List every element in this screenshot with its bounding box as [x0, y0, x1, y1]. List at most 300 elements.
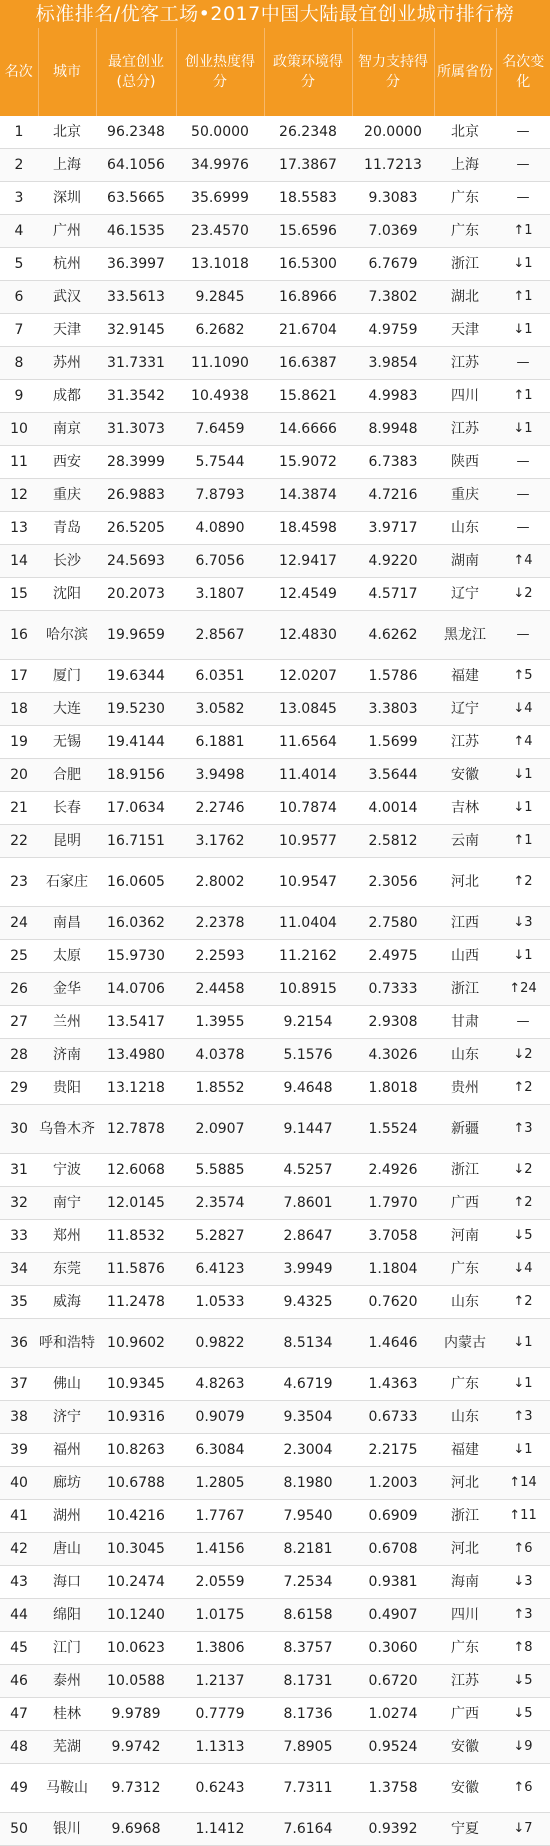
total-score-cell: 13.4980	[96, 1039, 176, 1072]
rank-change-cell: ↑6	[496, 1533, 550, 1566]
rank-change-cell: ↑1	[496, 281, 550, 314]
total-score-cell: 10.6788	[96, 1467, 176, 1500]
table-row	[0, 1599, 550, 1632]
rank-change-cell: ↑1	[496, 825, 550, 858]
total-score-cell: 64.1056	[96, 149, 176, 182]
province-cell: 河南	[434, 1220, 496, 1253]
rank-cell: 11	[0, 446, 38, 479]
talent-score-cell: 2.7580	[352, 907, 434, 940]
table-row	[0, 792, 550, 825]
city-cell: 济南	[38, 1039, 96, 1072]
city-cell: 昆明	[38, 825, 96, 858]
city-cell: 重庆	[38, 479, 96, 512]
header-talent-score: 智力支持得分	[352, 28, 434, 116]
heat-score-cell: 2.2378	[176, 907, 264, 940]
policy-score-cell: 10.9547	[264, 858, 352, 907]
heat-score-cell: 2.8567	[176, 611, 264, 660]
province-cell: 上海	[434, 149, 496, 182]
province-cell: 辽宁	[434, 693, 496, 726]
table-row	[0, 1533, 550, 1566]
table-row	[0, 281, 550, 314]
city-cell: 青岛	[38, 512, 96, 545]
talent-score-cell: 0.6720	[352, 1665, 434, 1698]
rank-change-cell: ↓5	[496, 1665, 550, 1698]
total-score-cell: 28.3999	[96, 446, 176, 479]
policy-score-cell: 16.5300	[264, 248, 352, 281]
policy-score-cell: 10.9577	[264, 825, 352, 858]
total-score-cell: 12.7878	[96, 1105, 176, 1154]
table-row	[0, 116, 550, 149]
rank-cell: 24	[0, 907, 38, 940]
total-score-cell: 19.4144	[96, 726, 176, 759]
rank-change-cell: ↓1	[496, 248, 550, 281]
heat-score-cell: 1.1313	[176, 1731, 264, 1764]
talent-score-cell: 1.5786	[352, 660, 434, 693]
total-score-cell: 10.9316	[96, 1401, 176, 1434]
talent-score-cell: 1.4363	[352, 1368, 434, 1401]
heat-score-cell: 4.0890	[176, 512, 264, 545]
rank-change-cell: —	[496, 149, 550, 182]
rank-cell: 44	[0, 1599, 38, 1632]
province-cell: 广东	[434, 1253, 496, 1286]
city-cell: 东莞	[38, 1253, 96, 1286]
table-row	[0, 907, 550, 940]
rank-cell: 1	[0, 116, 38, 149]
province-cell: 广东	[434, 1368, 496, 1401]
rank-cell: 3	[0, 182, 38, 215]
heat-score-cell: 5.7544	[176, 446, 264, 479]
city-cell: 海口	[38, 1566, 96, 1599]
rank-cell: 7	[0, 314, 38, 347]
table-row	[0, 1698, 550, 1731]
total-score-cell: 24.5693	[96, 545, 176, 578]
table-row	[0, 1072, 550, 1105]
province-cell: 山东	[434, 1039, 496, 1072]
rank-change-cell: ↓2	[496, 578, 550, 611]
city-cell: 北京	[38, 116, 96, 149]
heat-score-cell: 2.0907	[176, 1105, 264, 1154]
table-row	[0, 940, 550, 973]
city-cell: 石家庄	[38, 858, 96, 907]
rank-cell: 48	[0, 1731, 38, 1764]
talent-score-cell: 2.5812	[352, 825, 434, 858]
rank-cell: 16	[0, 611, 38, 660]
talent-score-cell: 0.6909	[352, 1500, 434, 1533]
city-cell: 长春	[38, 792, 96, 825]
province-cell: 河北	[434, 1533, 496, 1566]
talent-score-cell: 6.7383	[352, 446, 434, 479]
rank-change-cell: —	[496, 479, 550, 512]
heat-score-cell: 11.1090	[176, 347, 264, 380]
rank-change-cell: ↓1	[496, 792, 550, 825]
province-cell: 安徽	[434, 759, 496, 792]
talent-score-cell: 1.2003	[352, 1467, 434, 1500]
heat-score-cell: 0.9822	[176, 1319, 264, 1368]
province-cell: 湖南	[434, 545, 496, 578]
header-heat-score: 创业热度得分	[176, 28, 264, 116]
total-score-cell: 10.4216	[96, 1500, 176, 1533]
province-cell: 浙江	[434, 1154, 496, 1187]
rank-cell: 31	[0, 1154, 38, 1187]
header-province: 所属省份	[434, 28, 496, 116]
table-row	[0, 1434, 550, 1467]
rank-change-cell: ↑3	[496, 1105, 550, 1154]
talent-score-cell: 2.4975	[352, 940, 434, 973]
heat-score-cell: 1.2805	[176, 1467, 264, 1500]
rank-cell: 17	[0, 660, 38, 693]
talent-score-cell: 4.0014	[352, 792, 434, 825]
policy-score-cell: 3.9949	[264, 1253, 352, 1286]
total-score-cell: 33.5613	[96, 281, 176, 314]
table-row	[0, 1731, 550, 1764]
city-cell: 银川	[38, 1813, 96, 1846]
ranking-table	[0, 28, 550, 1846]
province-cell: 湖北	[434, 281, 496, 314]
heat-score-cell: 6.7056	[176, 545, 264, 578]
total-score-cell: 26.9883	[96, 479, 176, 512]
rank-cell: 50	[0, 1813, 38, 1846]
talent-score-cell: 0.6708	[352, 1533, 434, 1566]
city-cell: 广州	[38, 215, 96, 248]
table-row	[0, 182, 550, 215]
province-cell: 天津	[434, 314, 496, 347]
total-score-cell: 31.3073	[96, 413, 176, 446]
talent-score-cell: 1.0274	[352, 1698, 434, 1731]
total-score-cell: 20.2073	[96, 578, 176, 611]
city-cell: 沈阳	[38, 578, 96, 611]
rank-change-cell: —	[496, 182, 550, 215]
talent-score-cell: 3.7058	[352, 1220, 434, 1253]
policy-score-cell: 21.6704	[264, 314, 352, 347]
policy-score-cell: 16.6387	[264, 347, 352, 380]
talent-score-cell: 1.5699	[352, 726, 434, 759]
city-cell: 福州	[38, 1434, 96, 1467]
policy-score-cell: 10.7874	[264, 792, 352, 825]
policy-score-cell: 9.1447	[264, 1105, 352, 1154]
rank-change-cell: ↓1	[496, 1434, 550, 1467]
rank-change-cell: —	[496, 347, 550, 380]
city-cell: 大连	[38, 693, 96, 726]
province-cell: 广西	[434, 1187, 496, 1220]
rank-change-cell: ↓9	[496, 1731, 550, 1764]
rank-change-cell: ↓1	[496, 1368, 550, 1401]
talent-score-cell: 8.9948	[352, 413, 434, 446]
talent-score-cell: 4.9220	[352, 545, 434, 578]
total-score-cell: 10.2474	[96, 1566, 176, 1599]
rank-change-cell: ↑3	[496, 1599, 550, 1632]
talent-score-cell: 2.9308	[352, 1006, 434, 1039]
talent-score-cell: 4.6262	[352, 611, 434, 660]
table-row	[0, 314, 550, 347]
table-row	[0, 1500, 550, 1533]
rank-change-cell: ↓5	[496, 1698, 550, 1731]
total-score-cell: 15.9730	[96, 940, 176, 973]
rank-change-cell: —	[496, 1006, 550, 1039]
province-cell: 重庆	[434, 479, 496, 512]
rank-change-cell: ↓1	[496, 314, 550, 347]
policy-score-cell: 4.5257	[264, 1154, 352, 1187]
policy-score-cell: 2.8647	[264, 1220, 352, 1253]
heat-score-cell: 1.3806	[176, 1632, 264, 1665]
rank-cell: 46	[0, 1665, 38, 1698]
total-score-cell: 10.9345	[96, 1368, 176, 1401]
table-row	[0, 1006, 550, 1039]
total-score-cell: 12.0145	[96, 1187, 176, 1220]
policy-score-cell: 8.1736	[264, 1698, 352, 1731]
policy-score-cell: 12.4549	[264, 578, 352, 611]
rank-cell: 19	[0, 726, 38, 759]
total-score-cell: 12.6068	[96, 1154, 176, 1187]
heat-score-cell: 6.3084	[176, 1434, 264, 1467]
policy-score-cell: 18.5583	[264, 182, 352, 215]
total-score-cell: 31.3542	[96, 380, 176, 413]
city-cell: 无锡	[38, 726, 96, 759]
rank-cell: 38	[0, 1401, 38, 1434]
city-cell: 长沙	[38, 545, 96, 578]
total-score-cell: 10.0623	[96, 1632, 176, 1665]
rank-cell: 22	[0, 825, 38, 858]
total-score-cell: 19.6344	[96, 660, 176, 693]
rank-cell: 33	[0, 1220, 38, 1253]
table-row	[0, 446, 550, 479]
province-cell: 海南	[434, 1566, 496, 1599]
heat-score-cell: 6.4123	[176, 1253, 264, 1286]
rank-change-cell: ↑1	[496, 215, 550, 248]
province-cell: 江苏	[434, 347, 496, 380]
talent-score-cell: 3.3803	[352, 693, 434, 726]
talent-score-cell: 0.7333	[352, 973, 434, 1006]
total-score-cell: 32.9145	[96, 314, 176, 347]
talent-score-cell: 1.3758	[352, 1764, 434, 1813]
province-cell: 宁夏	[434, 1813, 496, 1846]
total-score-cell: 16.0605	[96, 858, 176, 907]
rank-cell: 32	[0, 1187, 38, 1220]
rank-cell: 5	[0, 248, 38, 281]
total-score-cell: 10.0588	[96, 1665, 176, 1698]
city-cell: 武汉	[38, 281, 96, 314]
rank-cell: 47	[0, 1698, 38, 1731]
table-body	[0, 116, 550, 1846]
rank-change-cell: ↑2	[496, 858, 550, 907]
province-cell: 浙江	[434, 973, 496, 1006]
city-cell: 佛山	[38, 1368, 96, 1401]
talent-score-cell: 0.7620	[352, 1286, 434, 1319]
policy-score-cell: 7.8601	[264, 1187, 352, 1220]
rank-change-cell: ↑6	[496, 1764, 550, 1813]
heat-score-cell: 1.2137	[176, 1665, 264, 1698]
province-cell: 云南	[434, 825, 496, 858]
table-row	[0, 1187, 550, 1220]
province-cell: 广西	[434, 1698, 496, 1731]
rank-cell: 45	[0, 1632, 38, 1665]
city-cell: 西安	[38, 446, 96, 479]
province-cell: 河北	[434, 1467, 496, 1500]
rank-change-cell: ↑8	[496, 1632, 550, 1665]
province-cell: 山东	[434, 512, 496, 545]
province-cell: 吉林	[434, 792, 496, 825]
total-score-cell: 11.5876	[96, 1253, 176, 1286]
rank-cell: 4	[0, 215, 38, 248]
province-cell: 北京	[434, 116, 496, 149]
total-score-cell: 10.9602	[96, 1319, 176, 1368]
table-row	[0, 825, 550, 858]
total-score-cell: 16.7151	[96, 825, 176, 858]
heat-score-cell: 4.0378	[176, 1039, 264, 1072]
total-score-cell: 9.7312	[96, 1764, 176, 1813]
province-cell: 江苏	[434, 1665, 496, 1698]
city-cell: 成都	[38, 380, 96, 413]
province-cell: 四川	[434, 380, 496, 413]
rank-cell: 23	[0, 858, 38, 907]
table-row	[0, 973, 550, 1006]
heat-score-cell: 2.3574	[176, 1187, 264, 1220]
rank-change-cell: ↓3	[496, 907, 550, 940]
total-score-cell: 17.0634	[96, 792, 176, 825]
policy-score-cell: 11.0404	[264, 907, 352, 940]
rank-change-cell: ↓2	[496, 1154, 550, 1187]
rank-cell: 21	[0, 792, 38, 825]
policy-score-cell: 7.2534	[264, 1566, 352, 1599]
policy-score-cell: 9.4325	[264, 1286, 352, 1319]
city-cell: 呼和浩特	[38, 1319, 96, 1368]
table-row	[0, 1319, 550, 1368]
province-cell: 黑龙江	[434, 611, 496, 660]
heat-score-cell: 3.1762	[176, 825, 264, 858]
rank-change-cell: ↓1	[496, 1319, 550, 1368]
policy-score-cell: 15.8621	[264, 380, 352, 413]
total-score-cell: 26.5205	[96, 512, 176, 545]
province-cell: 山东	[434, 1401, 496, 1434]
policy-score-cell: 18.4598	[264, 512, 352, 545]
heat-score-cell: 7.6459	[176, 413, 264, 446]
talent-score-cell: 4.9983	[352, 380, 434, 413]
talent-score-cell: 3.5644	[352, 759, 434, 792]
heat-score-cell: 2.2593	[176, 940, 264, 973]
rank-cell: 41	[0, 1500, 38, 1533]
heat-score-cell: 3.9498	[176, 759, 264, 792]
city-cell: 江门	[38, 1632, 96, 1665]
city-cell: 天津	[38, 314, 96, 347]
heat-score-cell: 1.1412	[176, 1813, 264, 1846]
policy-score-cell: 8.5134	[264, 1319, 352, 1368]
header-policy-score: 政策环境得分	[264, 28, 352, 116]
city-cell: 厦门	[38, 660, 96, 693]
province-cell: 河北	[434, 858, 496, 907]
rank-cell: 34	[0, 1253, 38, 1286]
rank-cell: 40	[0, 1467, 38, 1500]
talent-score-cell: 0.9392	[352, 1813, 434, 1846]
talent-score-cell: 11.7213	[352, 149, 434, 182]
rank-cell: 6	[0, 281, 38, 314]
policy-score-cell: 9.2154	[264, 1006, 352, 1039]
heat-score-cell: 9.2845	[176, 281, 264, 314]
talent-score-cell: 6.7679	[352, 248, 434, 281]
table-row	[0, 248, 550, 281]
policy-score-cell: 12.4830	[264, 611, 352, 660]
heat-score-cell: 50.0000	[176, 116, 264, 149]
table-row	[0, 1665, 550, 1698]
heat-score-cell: 6.1881	[176, 726, 264, 759]
province-cell: 安徽	[434, 1731, 496, 1764]
table-row	[0, 1368, 550, 1401]
table-header-row	[0, 28, 550, 116]
province-cell: 广东	[434, 215, 496, 248]
rank-cell: 42	[0, 1533, 38, 1566]
heat-score-cell: 5.5885	[176, 1154, 264, 1187]
policy-score-cell: 9.4648	[264, 1072, 352, 1105]
policy-score-cell: 13.0845	[264, 693, 352, 726]
city-cell: 南宁	[38, 1187, 96, 1220]
heat-score-cell: 1.0175	[176, 1599, 264, 1632]
heat-score-cell: 2.8002	[176, 858, 264, 907]
table-row	[0, 479, 550, 512]
table-row	[0, 1467, 550, 1500]
heat-score-cell: 0.7779	[176, 1698, 264, 1731]
heat-score-cell: 3.0582	[176, 693, 264, 726]
heat-score-cell: 4.8263	[176, 1368, 264, 1401]
talent-score-cell: 1.5524	[352, 1105, 434, 1154]
table-row	[0, 1764, 550, 1813]
total-score-cell: 18.9156	[96, 759, 176, 792]
total-score-cell: 16.0362	[96, 907, 176, 940]
city-cell: 贵阳	[38, 1072, 96, 1105]
table-row	[0, 858, 550, 907]
header-rank-change: 名次变化	[496, 28, 550, 116]
policy-score-cell: 12.9417	[264, 545, 352, 578]
province-cell: 四川	[434, 1599, 496, 1632]
talent-score-cell: 3.9717	[352, 512, 434, 545]
rank-cell: 27	[0, 1006, 38, 1039]
policy-score-cell: 10.8915	[264, 973, 352, 1006]
header-total-score: 最宜创业(总分)	[96, 28, 176, 116]
policy-score-cell: 7.9540	[264, 1500, 352, 1533]
talent-score-cell: 0.3060	[352, 1632, 434, 1665]
talent-score-cell: 2.2175	[352, 1434, 434, 1467]
talent-score-cell: 0.6733	[352, 1401, 434, 1434]
talent-score-cell: 2.4926	[352, 1154, 434, 1187]
policy-score-cell: 7.6164	[264, 1813, 352, 1846]
total-score-cell: 36.3997	[96, 248, 176, 281]
talent-score-cell: 4.7216	[352, 479, 434, 512]
table-row	[0, 693, 550, 726]
rank-cell: 28	[0, 1039, 38, 1072]
total-score-cell: 11.8532	[96, 1220, 176, 1253]
city-cell: 哈尔滨	[38, 611, 96, 660]
rank-change-cell: ↓1	[496, 940, 550, 973]
city-cell: 芜湖	[38, 1731, 96, 1764]
table-row	[0, 1401, 550, 1434]
rank-change-cell: ↓4	[496, 1253, 550, 1286]
table-row	[0, 380, 550, 413]
rank-cell: 15	[0, 578, 38, 611]
city-cell: 桂林	[38, 1698, 96, 1731]
table-row	[0, 578, 550, 611]
province-cell: 新疆	[434, 1105, 496, 1154]
rank-change-cell: ↑4	[496, 726, 550, 759]
city-cell: 合肥	[38, 759, 96, 792]
policy-score-cell: 8.2181	[264, 1533, 352, 1566]
table-row	[0, 215, 550, 248]
city-cell: 郑州	[38, 1220, 96, 1253]
rank-change-cell: ↓3	[496, 1566, 550, 1599]
talent-score-cell: 4.9759	[352, 314, 434, 347]
rank-cell: 39	[0, 1434, 38, 1467]
talent-score-cell: 0.9524	[352, 1731, 434, 1764]
heat-score-cell: 5.2827	[176, 1220, 264, 1253]
policy-score-cell: 16.8966	[264, 281, 352, 314]
talent-score-cell: 1.1804	[352, 1253, 434, 1286]
table-row	[0, 1105, 550, 1154]
